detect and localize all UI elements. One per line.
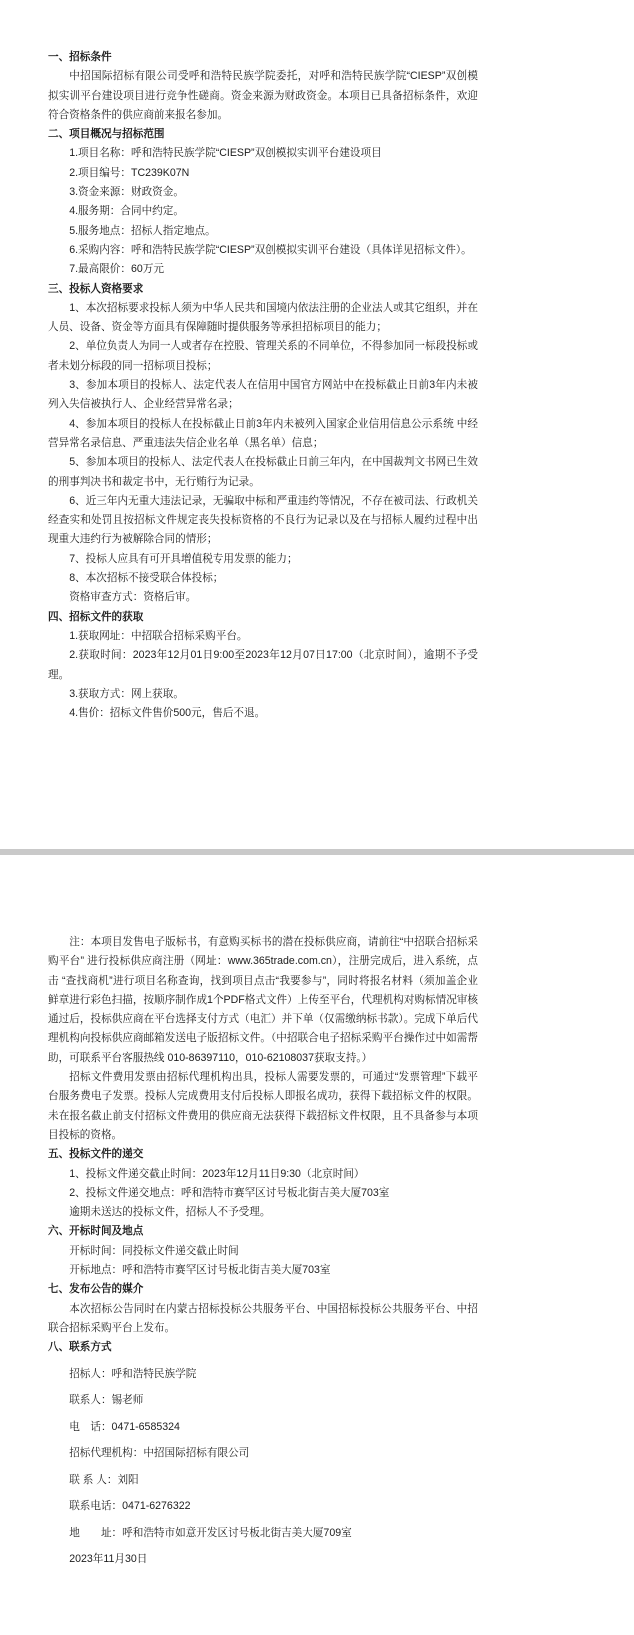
section-heading: 八、联系方式: [48, 1341, 112, 1354]
paragraph: 8、本次招标不接受联合体投标；: [69, 572, 224, 585]
paragraph: 5.服务地点：招标人指定地点。: [69, 224, 216, 237]
paragraph: 5、参加本项目的投标人、法定代表人在投标截止日前三年内，在中国裁判文书网已生效的刑事判决书和裁定书中，无行贿行为记录。: [48, 456, 478, 488]
section-heading: 三、投标人资格要求: [48, 282, 144, 295]
paragraph: 3.获取方式：网上获取。: [69, 687, 184, 700]
paragraph: 4、参加本项目的投标人在投标截止日前3年内未被列入国家企业信用信息公示系统 中经营异常名录信息、严重违法失信企业名单（黑名单）信息；: [48, 417, 478, 449]
paragraph: 1.项目名称：呼和浩特民族学院“CIESP”双创模拟实训平台建设项目: [69, 147, 382, 160]
paragraph: 中招国际招标有限公司受呼和浩特民族学院委托，对呼和浩特民族学院“CIESP”双创模拟实训平台建设项目进行竞争性磋商。资金来源为财政资金。本项目已具备招标条件，欢迎符合资格条件的供应商前来报名参加。: [48, 70, 478, 121]
paragraph: 6.采购内容：呼和浩特民族学院“CIESP”双创模拟实训平台建设（具体详见招标文件）。: [69, 243, 472, 256]
paragraph: 电 话：0471-6585324: [69, 1420, 180, 1433]
paragraph: 1.获取网址：中招联合招标采购平台。: [69, 629, 248, 642]
paragraph: 资格审查方式：资格后审。: [69, 591, 197, 604]
paragraph: 联系人：锡老师: [69, 1394, 144, 1407]
paragraph: 3.资金来源：财政资金。: [69, 186, 184, 199]
section-heading: 六、开标时间及地点: [48, 1225, 144, 1238]
section-heading: 五、投标文件的递交: [48, 1148, 144, 1161]
paragraph: 2.项目编号：TC239K07N: [69, 166, 190, 179]
paragraph: 4.服务期：合同中约定。: [69, 205, 184, 218]
paragraph: 联系电话：0471-6276322: [69, 1500, 191, 1513]
paragraph: 2、单位负责人为同一人或者存在控股、管理关系的不同单位，不得参加同一标段投标或者未划分标段的同一招标项目投标；: [48, 340, 478, 372]
paragraph: 7.最高限价：60万元: [69, 263, 164, 276]
section-heading: 四、招标文件的获取: [48, 610, 144, 623]
paragraph: 1、本次招标要求投标人须为中华人民共和国境内依法注册的企业法人或其它组织，并在人员、设备、资金等方面具有保障随时提供服务等承担招标项目的能力；: [48, 301, 478, 334]
paragraph: 地 址：呼和浩特市如意开发区讨号板北街吉美大厦709室: [69, 1526, 352, 1539]
section-heading: 一、招标条件: [48, 51, 112, 63]
paragraph: 招标人：呼和浩特民族学院: [69, 1367, 197, 1380]
paragraph: 招标代理机构：中招国际招标有限公司: [69, 1447, 250, 1460]
paragraph: 6、近三年内无重大违法记录，无骗取中标和严重违约等情况，不存在被司法、行政机关经查实和处罚且按招标文件规定丧失投标资格的不良行为记录以及在与招标人履约过程中出现重大违约行为被解除合同的情形；: [48, 494, 478, 546]
document-page-2: [0, 855, 634, 1635]
paragraph: 逾期未送达的投标文件，招标人不予受理。: [69, 1206, 271, 1219]
paragraph: 开标时间：同投标文件递交截止时间: [69, 1244, 239, 1257]
paragraph: 2、投标文件递交地点：呼和浩特市赛罕区讨号板北街吉美大厦703室: [69, 1186, 390, 1199]
paragraph: 2023年11月30日: [69, 1553, 148, 1566]
paragraph: 注：本项目发售电子版标书，有意购买标书的潜在投标供应商，请前往“中招联合招标采购平台” 进行投标供应商注册（网址：www.365trade.com.cn），注册完成后，进入系统，点击 “查找商机”进行项目名称查询，找到项目点击“我要参与”，同时将报名材料（须加盖企业鲜章进行彩色扫描，按顺序制作成1个PDF格式文件）上传至平台，代理机构对购标情况审核通过后，投标供应商在平台选择支付方式（电汇）并下单（仅需缴纳标书款）。完成下单后代理机构向投标供应商邮箱发送电子版招标文件。（中招联合电子招标采购平台操作过中如需帮助，可联系平台客服热线 010-86397110，010-62108037获取支持。）: [48, 936, 478, 1064]
section-heading: 二、项目概况与招标范围: [48, 128, 165, 141]
paragraph: 招标文件费用发票由招标代理机构出具，投标人需要发票的，可通过“发票管理”下载平台服务费电子发票。投标人完成费用支付后投标人即报名成功，获得下载招标文件的权限。未在报名截止前支付招标文件费用的供应商无法获得下载招标文件权限，且不具备参与本项目投标的资格。: [48, 1071, 478, 1141]
paragraph: 3、参加本项目的投标人、法定代表人在信用中国官方网站中在投标截止日前3年内未被列入失信被执行人、企业经营异常名录；: [48, 379, 478, 411]
paragraph: 2.获取时间：2023年12月01日9:00至2023年12月07日17:00（北京时间），逾期不予受理。: [48, 649, 478, 681]
paragraph: 联 系 人：刘阳: [69, 1473, 139, 1486]
paragraph: 1、投标文件递交截止时间：2023年12月11日9:30（北京时间）: [69, 1167, 365, 1180]
section-heading: 七、发布公告的媒介: [48, 1283, 144, 1296]
paragraph: 7、投标人应具有可开具增值税专用发票的能力；: [69, 552, 298, 565]
paragraph: 本次招标公告同时在内蒙古招标投标公共服务平台、中国招标投标公共服务平台、中招联合招标采购平台上发布。: [48, 1302, 478, 1334]
paragraph: 开标地点：呼和浩特市赛罕区讨号板北街吉美大厦703室: [69, 1264, 331, 1277]
paragraph: 4.售价：招标文件售价500元，售后不退。: [69, 707, 266, 720]
